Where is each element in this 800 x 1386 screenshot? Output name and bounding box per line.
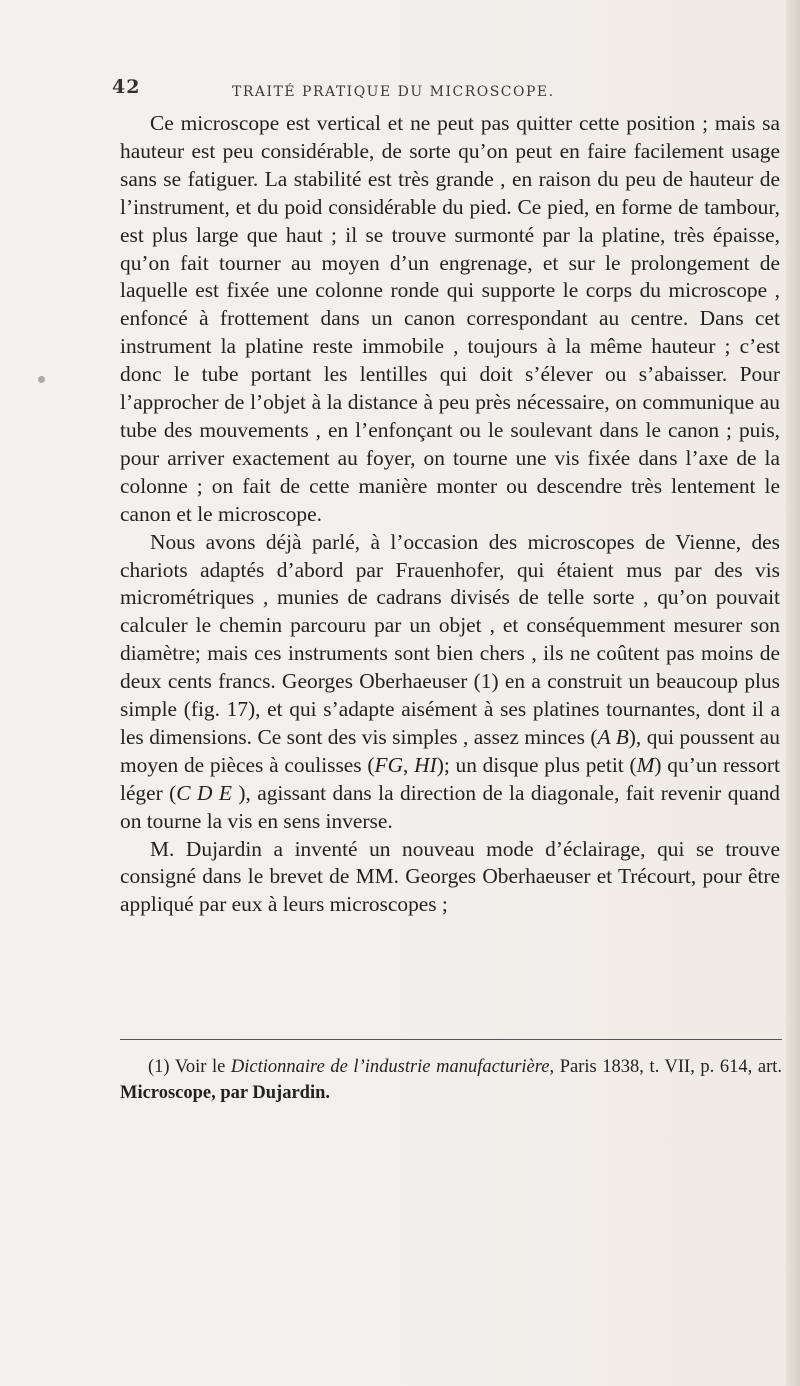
paragraph-text: ), agissant dans la direction de la diagonale, fait revenir quand on tourne la vis en sens inverse. [120, 780, 780, 833]
paragraph-text: ), qui poussent au moyen de pièces à coulisses ( [120, 724, 780, 777]
figure-ref: M [636, 752, 655, 777]
figure-ref: HI [414, 752, 437, 777]
figure-ref: C D E [176, 780, 232, 805]
paragraph-text: ) qu’un ressort léger ( [120, 752, 780, 805]
running-title: TRAITÉ PRATIQUE DU MICROSCOPE. [232, 84, 555, 100]
running-head [112, 76, 732, 106]
footnote-marker: (1) [148, 1057, 170, 1077]
paragraph-chariots [120, 529, 780, 836]
paragraph-text: M. Dujardin a inventé un nouveau mode d’éclairage, qui se trouve consigné dans le brevet de MM. Georges Oberhaeuser et Trécourt, pour être appliqué par eux à leurs microscopes ; [120, 836, 780, 917]
paragraph-text: ); un disque plus petit ( [436, 752, 637, 777]
figure-ref: FG [374, 752, 404, 777]
page-edge [786, 0, 800, 1386]
footnote-rule [120, 1039, 782, 1040]
paragraph-microscope-vertical [120, 110, 780, 529]
footnote-lead: Voir le [174, 1057, 226, 1077]
paragraph-text: Ce microscope est vertical et ne peut pas quitter cette position ; mais sa hauteur est peu considérable, de sorte qu’on peut en faire facilement usage sans se fatiguer. La stabilité est très grande , en raison du peu de hauteur de l’instrument, et du poid considérable du pied. Ce pied, en forme de tambour, est plus large que haut ; il se trouve surmonté par la platine, très épaisse, qu’on fait tourner au moyen d’un engrenage, et sur le prolongement de laquelle est fixée une colonne ronde qui supporte le corps du microscope , enfoncé à frottement dans un canon correspondant au centre. Dans cet instrument la platine reste immobile , toujours à la même hauteur ; c’est donc le tube portant les lentilles qui doit s’élever ou s’abaisser. Pour l’approcher de l’objet à la distance à peu près nécessaire, on communique au tube des mouvements , en l’enfonçant ou le soulevant dans le canon ; puis, pour arriver exactement au foyer, on tourne une vis fixée dans l’axe de la colonne ; on fait de cette manière monter ou descendre très lentement le canon et le microscope. [120, 111, 780, 526]
footnote [120, 1054, 782, 1106]
paragraph-dujardin [120, 836, 780, 920]
body-text [120, 110, 780, 919]
footnote-publication: Dictionnaire de l’industrie manufacturière [230, 1057, 550, 1077]
footnote-article: Microscope, par Dujardin. [120, 1083, 331, 1103]
paragraph-text: Nous avons déjà parlé, à l’occasion des microscopes de Vienne, des chariots adaptés d’abord par Frauenhofer, qui étaient mus par des vis micrométriques , munies de cadrans divisés de telle sorte , qu’on pouvait calculer le chemin parcouru par un objet , et conséquemment mesurer son diamètre; mais ces instruments sont bien chers , ils ne coûtent pas moins de deux cents francs. Georges Oberhaeuser (1) en a construit un beaucoup plus simple (fig. 17), et qui s’adapte aisément à ses platines tournantes, dont il a les dimensions. Ce sont des vis simples , assez minces ( [120, 529, 780, 749]
figure-ref: A B [597, 724, 629, 749]
paragraph-text: , [403, 752, 415, 777]
paper-speck [38, 376, 45, 383]
footnote-details: , Paris 1838, t. VII, p. 614, art. [549, 1057, 783, 1077]
page-number: 42 [112, 76, 141, 98]
